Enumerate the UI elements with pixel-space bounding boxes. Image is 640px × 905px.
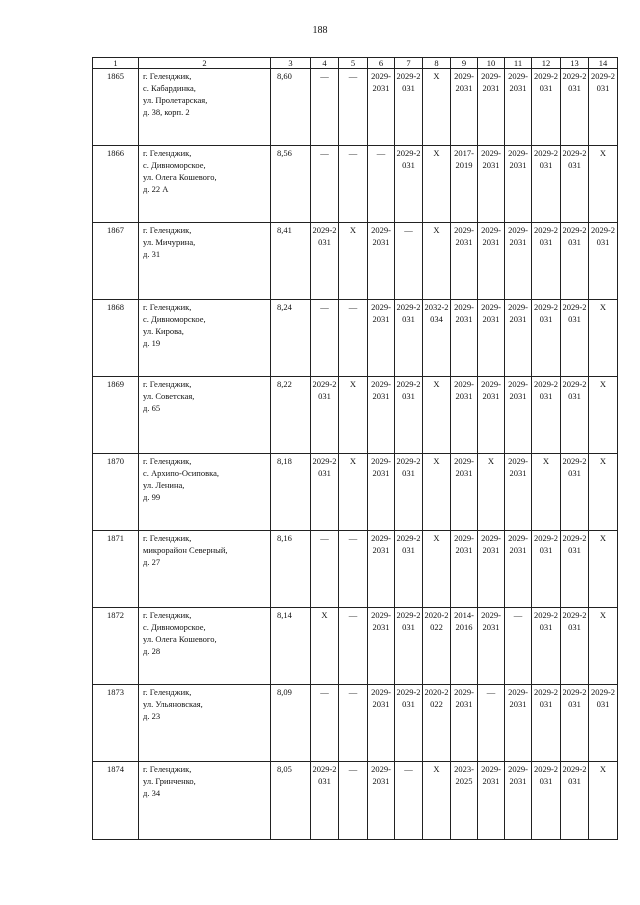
period-cell: 2029-2031 xyxy=(589,685,618,762)
row-number-cell: 1870 xyxy=(93,454,139,531)
address-line: д. 23 xyxy=(143,711,161,721)
period-cell: — xyxy=(339,531,368,608)
period-cell: 2029-2031 xyxy=(451,454,478,531)
address-line: г. Геленджик, xyxy=(143,302,192,312)
address-line: д. 28 xyxy=(143,646,161,656)
period-cell: — xyxy=(339,146,368,223)
address-line: г. Геленджик, xyxy=(143,533,192,543)
period-cell: — xyxy=(311,300,339,377)
column-header: 13 xyxy=(561,58,589,69)
address-line: с. Архипо-Осиповка, xyxy=(143,468,220,478)
period-cell: 2029-2031 xyxy=(368,454,395,531)
period-cell: 2029-2031 xyxy=(395,531,423,608)
period-cell: 2029-2031 xyxy=(395,300,423,377)
period-cell: — xyxy=(311,69,339,146)
table-body xyxy=(93,69,618,840)
table-header-row xyxy=(93,58,618,69)
period-cell: Х xyxy=(589,454,618,531)
period-cell: 2029-2031 xyxy=(532,762,561,840)
period-cell: Х xyxy=(589,146,618,223)
address-line: ул. Олега Кошевого, xyxy=(143,172,217,182)
period-cell: 2029-2031 xyxy=(451,531,478,608)
period-cell: Х xyxy=(589,300,618,377)
period-cell: 2029-2031 xyxy=(368,300,395,377)
period-cell: 2029-2031 xyxy=(395,454,423,531)
period-cell: Х xyxy=(423,454,451,531)
housing-register-table xyxy=(92,57,618,840)
column-header: 8 xyxy=(423,58,451,69)
period-cell: 2029-2031 xyxy=(368,377,395,454)
address-line: г. Геленджик, xyxy=(143,225,192,235)
area-cell: 8,60 xyxy=(271,69,311,146)
period-cell: 2029-2031 xyxy=(532,685,561,762)
period-cell: 2029-2031 xyxy=(505,300,532,377)
period-cell: 2029-2031 xyxy=(532,146,561,223)
period-cell: 2029-2031 xyxy=(478,223,505,300)
period-cell: 2029-2031 xyxy=(478,762,505,840)
column-header: 7 xyxy=(395,58,423,69)
period-cell: Х xyxy=(423,377,451,454)
period-cell: 2029-2031 xyxy=(311,454,339,531)
period-cell: — xyxy=(395,762,423,840)
period-cell: 2017-2019 xyxy=(451,146,478,223)
period-cell: 2029-2031 xyxy=(478,300,505,377)
address-line: ул. Советская, xyxy=(143,391,195,401)
column-header: 3 xyxy=(271,58,311,69)
period-cell: — xyxy=(478,685,505,762)
period-cell: — xyxy=(339,300,368,377)
area-cell: 8,09 xyxy=(271,685,311,762)
period-cell: 2029-2031 xyxy=(505,69,532,146)
period-cell: 2029-2031 xyxy=(368,223,395,300)
address-cell xyxy=(139,685,271,762)
period-cell: Х xyxy=(339,454,368,531)
address-line: д. 31 xyxy=(143,249,161,259)
address-cell xyxy=(139,377,271,454)
period-cell: — xyxy=(339,685,368,762)
row-number-cell: 1865 xyxy=(93,69,139,146)
address-cell xyxy=(139,300,271,377)
period-cell: 2029-2031 xyxy=(532,377,561,454)
period-cell: 2029-2031 xyxy=(395,377,423,454)
table-row xyxy=(93,531,618,608)
period-cell: 2029-2031 xyxy=(532,223,561,300)
period-cell: 2029-2031 xyxy=(561,685,589,762)
column-header: 4 xyxy=(311,58,339,69)
period-cell: 2029-2031 xyxy=(451,377,478,454)
period-cell: Х xyxy=(423,223,451,300)
address-line: с. Дивноморское, xyxy=(143,314,206,324)
period-cell: Х xyxy=(589,608,618,685)
address-line: г. Геленджик, xyxy=(143,687,192,697)
page-number: 188 xyxy=(312,25,328,36)
period-cell: 2029-2031 xyxy=(368,685,395,762)
area-cell: 8,22 xyxy=(271,377,311,454)
address-line: г. Геленджик, xyxy=(143,379,192,389)
period-cell: 2020-2022 xyxy=(423,608,451,685)
period-cell: 2029-2031 xyxy=(478,146,505,223)
period-cell: Х xyxy=(423,762,451,840)
period-cell: 2029-2031 xyxy=(561,762,589,840)
period-cell: Х xyxy=(339,223,368,300)
period-cell: 2029-2031 xyxy=(368,69,395,146)
address-line: ул. Ленина, xyxy=(143,480,185,490)
address-line: г. Геленджик, xyxy=(143,764,192,774)
address-line: г. Геленджик, xyxy=(143,610,192,620)
area-cell: 8,56 xyxy=(271,146,311,223)
period-cell: 2029-2031 xyxy=(505,762,532,840)
period-cell: Х xyxy=(532,454,561,531)
period-cell: 2029-2031 xyxy=(505,377,532,454)
address-cell xyxy=(139,608,271,685)
column-header: 10 xyxy=(478,58,505,69)
address-line: д. 27 xyxy=(143,557,161,567)
address-line: ул. Гринченко, xyxy=(143,776,196,786)
area-cell: 8,18 xyxy=(271,454,311,531)
period-cell: 2029-2031 xyxy=(532,608,561,685)
area-cell: 8,05 xyxy=(271,762,311,840)
period-cell: — xyxy=(505,608,532,685)
row-number-cell: 1871 xyxy=(93,531,139,608)
period-cell: 2029-2031 xyxy=(395,608,423,685)
address-cell xyxy=(139,69,271,146)
row-number-cell: 1867 xyxy=(93,223,139,300)
period-cell: Х xyxy=(423,69,451,146)
area-cell: 8,16 xyxy=(271,531,311,608)
address-line: г. Геленджик, xyxy=(143,148,192,158)
row-number-cell: 1866 xyxy=(93,146,139,223)
period-cell: — xyxy=(311,531,339,608)
period-cell: 2029-2031 xyxy=(505,454,532,531)
table-row xyxy=(93,146,618,223)
period-cell: Х xyxy=(589,377,618,454)
period-cell: — xyxy=(395,223,423,300)
table-row xyxy=(93,454,618,531)
period-cell: — xyxy=(339,69,368,146)
period-cell: 2029-2031 xyxy=(311,762,339,840)
period-cell: Х xyxy=(311,608,339,685)
address-line: ул. Олега Кошевого, xyxy=(143,634,217,644)
period-cell: — xyxy=(368,146,395,223)
period-cell: 2029-2031 xyxy=(505,223,532,300)
address-line: д. 34 xyxy=(143,788,161,798)
period-cell: 2029-2031 xyxy=(395,146,423,223)
period-cell: 2029-2031 xyxy=(505,685,532,762)
address-line: д. 19 xyxy=(143,338,161,348)
period-cell: 2029-2031 xyxy=(395,685,423,762)
table-row xyxy=(93,608,618,685)
period-cell: 2029-2031 xyxy=(451,685,478,762)
period-cell: 2029-2031 xyxy=(561,377,589,454)
period-cell: Х xyxy=(589,762,618,840)
address-line: г. Геленджик, xyxy=(143,71,192,81)
column-header: 2 xyxy=(139,58,271,69)
period-cell: 2029-2031 xyxy=(311,223,339,300)
address-line: микрорайон Северный, xyxy=(143,545,228,555)
table-row xyxy=(93,69,618,146)
period-cell: 2029-2031 xyxy=(311,377,339,454)
period-cell: 2029-2031 xyxy=(561,608,589,685)
period-cell: 2029-2031 xyxy=(561,69,589,146)
column-header: 5 xyxy=(339,58,368,69)
period-cell: — xyxy=(339,608,368,685)
table-row xyxy=(93,685,618,762)
period-cell: 2029-2031 xyxy=(561,146,589,223)
address-cell xyxy=(139,146,271,223)
address-line: с. Дивноморское, xyxy=(143,622,206,632)
period-cell: 2029-2031 xyxy=(532,300,561,377)
period-cell: 2029-2031 xyxy=(589,223,618,300)
address-line: ул. Кирова, xyxy=(143,326,184,336)
period-cell: 2029-2031 xyxy=(478,608,505,685)
address-line: г. Геленджик, xyxy=(143,456,192,466)
table-row xyxy=(93,223,618,300)
column-header: 11 xyxy=(505,58,532,69)
address-line: с. Дивноморское, xyxy=(143,160,206,170)
table-row xyxy=(93,377,618,454)
period-cell: 2029-2031 xyxy=(561,531,589,608)
period-cell: 2029-2031 xyxy=(505,146,532,223)
period-cell: 2029-2031 xyxy=(478,531,505,608)
period-cell: 2029-2031 xyxy=(451,69,478,146)
period-cell: Х xyxy=(589,531,618,608)
period-cell: 2029-2031 xyxy=(478,377,505,454)
address-line: с. Кабардинка, xyxy=(143,83,196,93)
period-cell: 2029-2031 xyxy=(478,69,505,146)
column-header: 9 xyxy=(451,58,478,69)
column-header: 12 xyxy=(532,58,561,69)
period-cell: 2029-2031 xyxy=(368,608,395,685)
address-line: ул. Мичурина, xyxy=(143,237,196,247)
row-number-cell: 1873 xyxy=(93,685,139,762)
address-line: ул. Ульяновская, xyxy=(143,699,203,709)
address-cell xyxy=(139,223,271,300)
period-cell: 2029-2031 xyxy=(532,531,561,608)
row-number-cell: 1874 xyxy=(93,762,139,840)
period-cell: 2023-2025 xyxy=(451,762,478,840)
area-cell: 8,14 xyxy=(271,608,311,685)
period-cell: 2029-2031 xyxy=(451,223,478,300)
period-cell: — xyxy=(339,762,368,840)
table-row xyxy=(93,300,618,377)
period-cell: 2032-2034 xyxy=(423,300,451,377)
table-row xyxy=(93,762,618,840)
address-cell xyxy=(139,454,271,531)
address-line: д. 22 А xyxy=(143,184,169,194)
period-cell: 2029-2031 xyxy=(532,69,561,146)
period-cell: 2014-2016 xyxy=(451,608,478,685)
row-number-cell: 1872 xyxy=(93,608,139,685)
period-cell: 2029-2031 xyxy=(368,762,395,840)
period-cell: — xyxy=(311,685,339,762)
column-header: 14 xyxy=(589,58,618,69)
period-cell: 2020-2022 xyxy=(423,685,451,762)
period-cell: Х xyxy=(423,531,451,608)
address-cell xyxy=(139,762,271,840)
period-cell: — xyxy=(311,146,339,223)
area-cell: 8,24 xyxy=(271,300,311,377)
period-cell: 2029-2031 xyxy=(505,531,532,608)
row-number-cell: 1869 xyxy=(93,377,139,454)
address-line: д. 99 xyxy=(143,492,161,502)
row-number-cell: 1868 xyxy=(93,300,139,377)
area-cell: 8,41 xyxy=(271,223,311,300)
address-cell xyxy=(139,531,271,608)
address-line: д. 65 xyxy=(143,403,161,413)
column-header: 6 xyxy=(368,58,395,69)
period-cell: 2029-2031 xyxy=(451,300,478,377)
period-cell: 2029-2031 xyxy=(395,69,423,146)
address-line: ул. Пролетарская, xyxy=(143,95,208,105)
period-cell: 2029-2031 xyxy=(589,69,618,146)
period-cell: Х xyxy=(339,377,368,454)
period-cell: 2029-2031 xyxy=(561,223,589,300)
column-header: 1 xyxy=(93,58,139,69)
period-cell: Х xyxy=(478,454,505,531)
period-cell: Х xyxy=(423,146,451,223)
period-cell: 2029-2031 xyxy=(368,531,395,608)
period-cell: 2029-2031 xyxy=(561,454,589,531)
period-cell: 2029-2031 xyxy=(561,300,589,377)
address-line: д. 38, корп. 2 xyxy=(143,107,190,117)
